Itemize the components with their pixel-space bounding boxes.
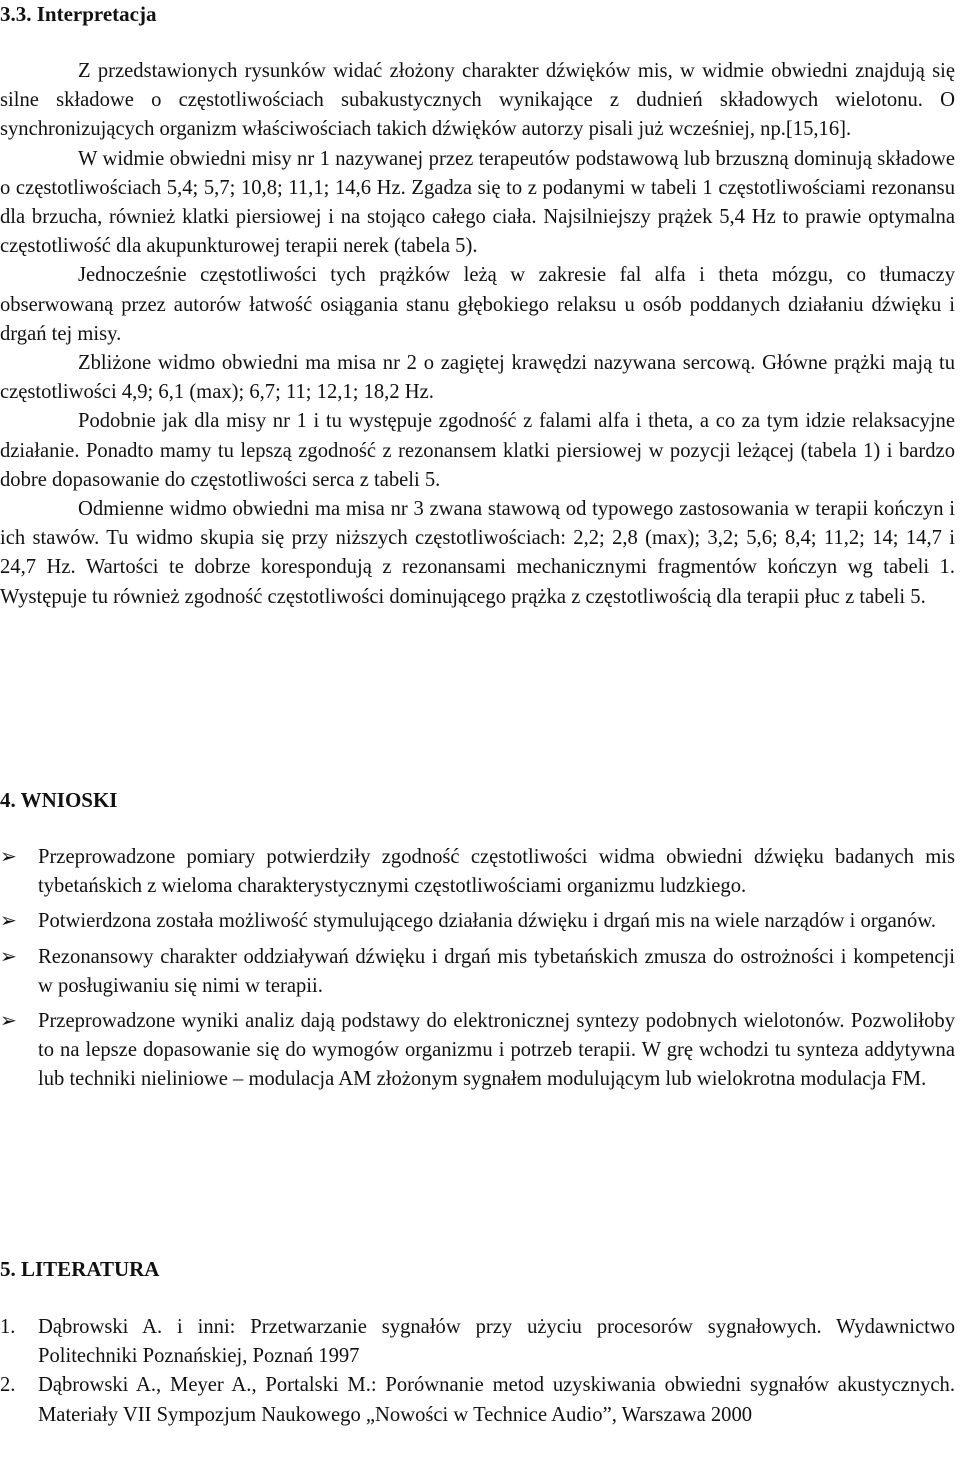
reference-number: 2. — [0, 1374, 16, 1397]
section-heading-conclusions: 4. WNIOSKI — [0, 788, 118, 812]
conclusions-list — [0, 843, 955, 1101]
paragraph: Zbliżone widmo obwiedni ma misa nr 2 o zagiętej krawędzi nazywana sercową. Główne prążki mają tu częstotliwości 4,9; 6,1 (max); 6,7; 11; 12,1; 18,2 Hz. — [0, 352, 955, 404]
list-item — [0, 943, 955, 1001]
paragraph: Jednocześnie częstotliwości tych prążków leżą w zakresie fal alfa i theta mózgu, co tłumaczy obserwowaną przez autorów łatwość osiągania stanu głębokiego relaksu u osób poddanych działaniu dźwięku i drgań tej misy. — [0, 264, 955, 345]
list-item-text: Przeprowadzone wyniki analiz dają podstawy do elektronicznej syntezy podobnych wielotonów. Pozwoliłoby to na lepsze dopasowanie się do wymogów organizmu i potrzeb terapii. W grę wchodzi tu synteza addytywna lub techniki nieliniowe – modulacja AM złożonym sygnałem modulującym lub wielokrotna modulacja FM. — [38, 1010, 955, 1091]
paragraph: Podobnie jak dla misy nr 1 i tu występuje zgodność z falami alfa i theta, a co za tym idzie relaksacyjne działanie. Ponadto mamy tu lepszą zgodność z rezonansem klatki piersiowej w pozycji leżącej (tabela 1) i bardzo dobre dopasowanie do częstotliwości serca z tabeli 5. — [0, 410, 955, 491]
reference-item — [0, 1313, 955, 1371]
section-heading-interpretation: 3.3. Interpretacja — [0, 2, 157, 26]
list-item-text: Potwierdzona została możliwość stymulującego działania dźwięku i drgań mis na wiele narządów i organów. — [38, 910, 937, 933]
reference-item — [0, 1371, 955, 1429]
paragraph: Z przedstawionych rysunków widać złożony charakter dźwięków mis, w widmie obwiedni znajdują się silne składowe o częstotliwościach subakustycznych wynikające z dudnień składowych wielotonu. O synchronizujących organizm właściwościach takich dźwięków autorzy pisali już wcześniej, np.[15,16]. — [0, 60, 955, 141]
list-item-text: Przeprowadzone pomiary potwierdziły zgodność częstotliwości widma obwiedni dźwięku badanych mis tybetańskich z wieloma charakterystycznymi częstotliwościami organizmu ludzkiego. — [38, 846, 955, 898]
list-item-text: Rezonansowy charakter oddziaływań dźwięku i drgań mis tybetańskich zmusza do ostrożności i kompetencji w posługiwaniu się nimi w terapii. — [38, 945, 955, 997]
list-item — [0, 843, 955, 901]
arrowhead-bullet-icon: ➢ — [0, 1010, 17, 1033]
interpretation-body — [0, 57, 955, 612]
list-item — [0, 1007, 955, 1095]
arrowhead-bullet-icon: ➢ — [0, 910, 17, 933]
reference-text: Dąbrowski A., Meyer A., Portalski M.: Porównanie metod uzyskiwania obwiedni sygnałów akustycznych. Materiały VII Sympozjum Naukowego „Nowości w Technice Audio”, Warszawa 2000 — [38, 1374, 955, 1426]
arrowhead-bullet-icon: ➢ — [0, 945, 17, 968]
reference-text: Dąbrowski A. i inni: Przetwarzanie sygnałów przy użyciu procesorów sygnałowych. Wydawnictwo Politechniki Poznańskiej, Poznań 1997 — [38, 1316, 955, 1368]
paragraph: W widmie obwiedni misy nr 1 nazywanej przez terapeutów podstawową lub brzuszną dominują składowe o częstotliwościach 5,4; 5,7; 10,8; 11,1; 14,6 Hz. Zgadza się to z podanymi w tabeli 1 częstotliwościami rezonansu dla brzucha, również klatki piersiowej i na stojąco całego ciała. Najsilniejszy prążek 5,4 Hz to prawie optymalna częstotliwość dla akupunkturowej terapii nerek (tabela 5). — [0, 147, 955, 258]
references-list — [0, 1313, 955, 1430]
arrowhead-bullet-icon: ➢ — [0, 846, 17, 868]
reference-number: 1. — [0, 1316, 16, 1338]
paragraph: Odmienne widmo obwiedni ma misa nr 3 zwana stawową od typowego zastosowania w terapii kończyn i ich stawów. Tu widmo skupia się przy niższych częstotliwościach: 2,2; 2,8 (max); 3,2; 5,6; 8,4; 11,2; 14; 14,7 i 24,7 Hz. Wartości te dobrze korespondują z rezonansami mechanicznymi fragmentów kończyn wg tabeli 1. Występuje tu również zgodność częstotliwości dominującego prążka z częstotliwością dla terapii płuc z tabeli 5. — [0, 498, 955, 608]
list-item — [0, 907, 955, 936]
section-heading-literature: 5. LITERATURA — [0, 1257, 160, 1281]
